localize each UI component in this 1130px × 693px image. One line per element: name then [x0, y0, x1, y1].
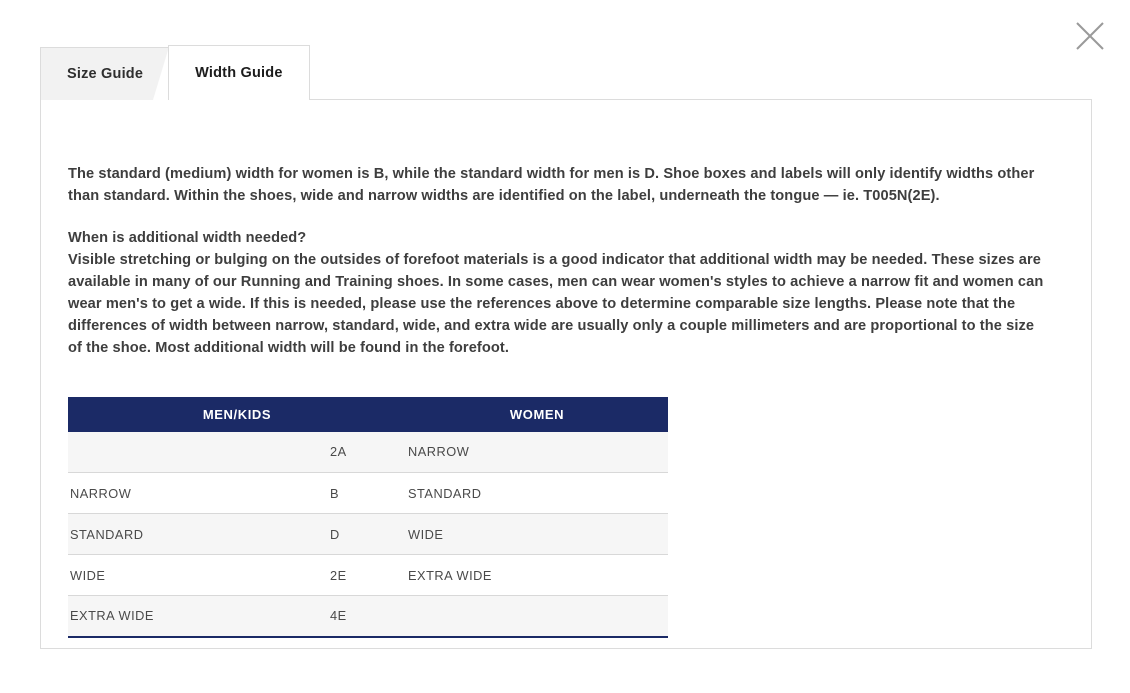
cell-men: STANDARD	[68, 514, 328, 555]
cell-men	[68, 432, 328, 473]
table-header-men-kids: MEN/KIDS	[68, 397, 406, 432]
table-row	[68, 473, 668, 514]
close-dialog-button[interactable]	[1072, 18, 1108, 54]
cell-code: 4E	[328, 596, 406, 637]
intro-paragraph: The standard (medium) width for women is B, while the standard width for men is D. Shoe boxes and labels will only identify widths other than standard. Within the shoes, wide and narrow widths are identified on the label, underneath the tongue — ie. T005N(2E).	[68, 165, 1035, 204]
tab-width-guide[interactable]	[168, 45, 309, 100]
cell-men: WIDE	[68, 555, 328, 596]
cell-women	[406, 596, 668, 637]
table-header-women: WOMEN	[406, 397, 668, 432]
width-guide-panel	[40, 99, 1092, 649]
cell-men: NARROW	[68, 473, 328, 514]
table-row	[68, 596, 668, 637]
cell-men: EXTRA WIDE	[68, 596, 328, 637]
question-block	[68, 227, 1050, 359]
cell-code: 2A	[328, 432, 406, 473]
cell-women: NARROW	[406, 432, 668, 473]
cell-code: 2E	[328, 555, 406, 596]
cell-women: WIDE	[406, 514, 668, 555]
table-row	[68, 432, 668, 473]
tab-width-guide-label: Width Guide	[195, 65, 283, 81]
cell-code: D	[328, 514, 406, 555]
width-guide-content	[41, 100, 1091, 638]
tab-size-guide-label: Size Guide	[67, 66, 144, 82]
question-heading: When is additional width needed?	[68, 229, 307, 246]
cell-code: B	[328, 473, 406, 514]
answer-paragraph: Visible stretching or bulging on the outsides of forefoot materials is a good indicator that additional width may be needed. These sizes are available in many of our Running and Training shoes. In some cases, men can wear women's styles to achieve a narrow fit and women can wear men's to get a wide. If this is needed, please use the references above to determine comparable size lengths. Please note that the differences of width between narrow, standard, wide, and extra wide are usually only a couple millimeters and are proportional to the size of the shoe. Most additional width will be found in the forefoot.	[68, 251, 1044, 356]
table-row	[68, 514, 668, 555]
tab-size-guide[interactable]	[40, 47, 169, 100]
cell-women: STANDARD	[406, 473, 668, 514]
cell-women: EXTRA WIDE	[406, 555, 668, 596]
close-icon	[1072, 18, 1108, 54]
tab-strip	[40, 45, 310, 100]
width-conversion-table	[68, 397, 668, 638]
table-row	[68, 555, 668, 596]
table-header-row	[68, 397, 668, 432]
